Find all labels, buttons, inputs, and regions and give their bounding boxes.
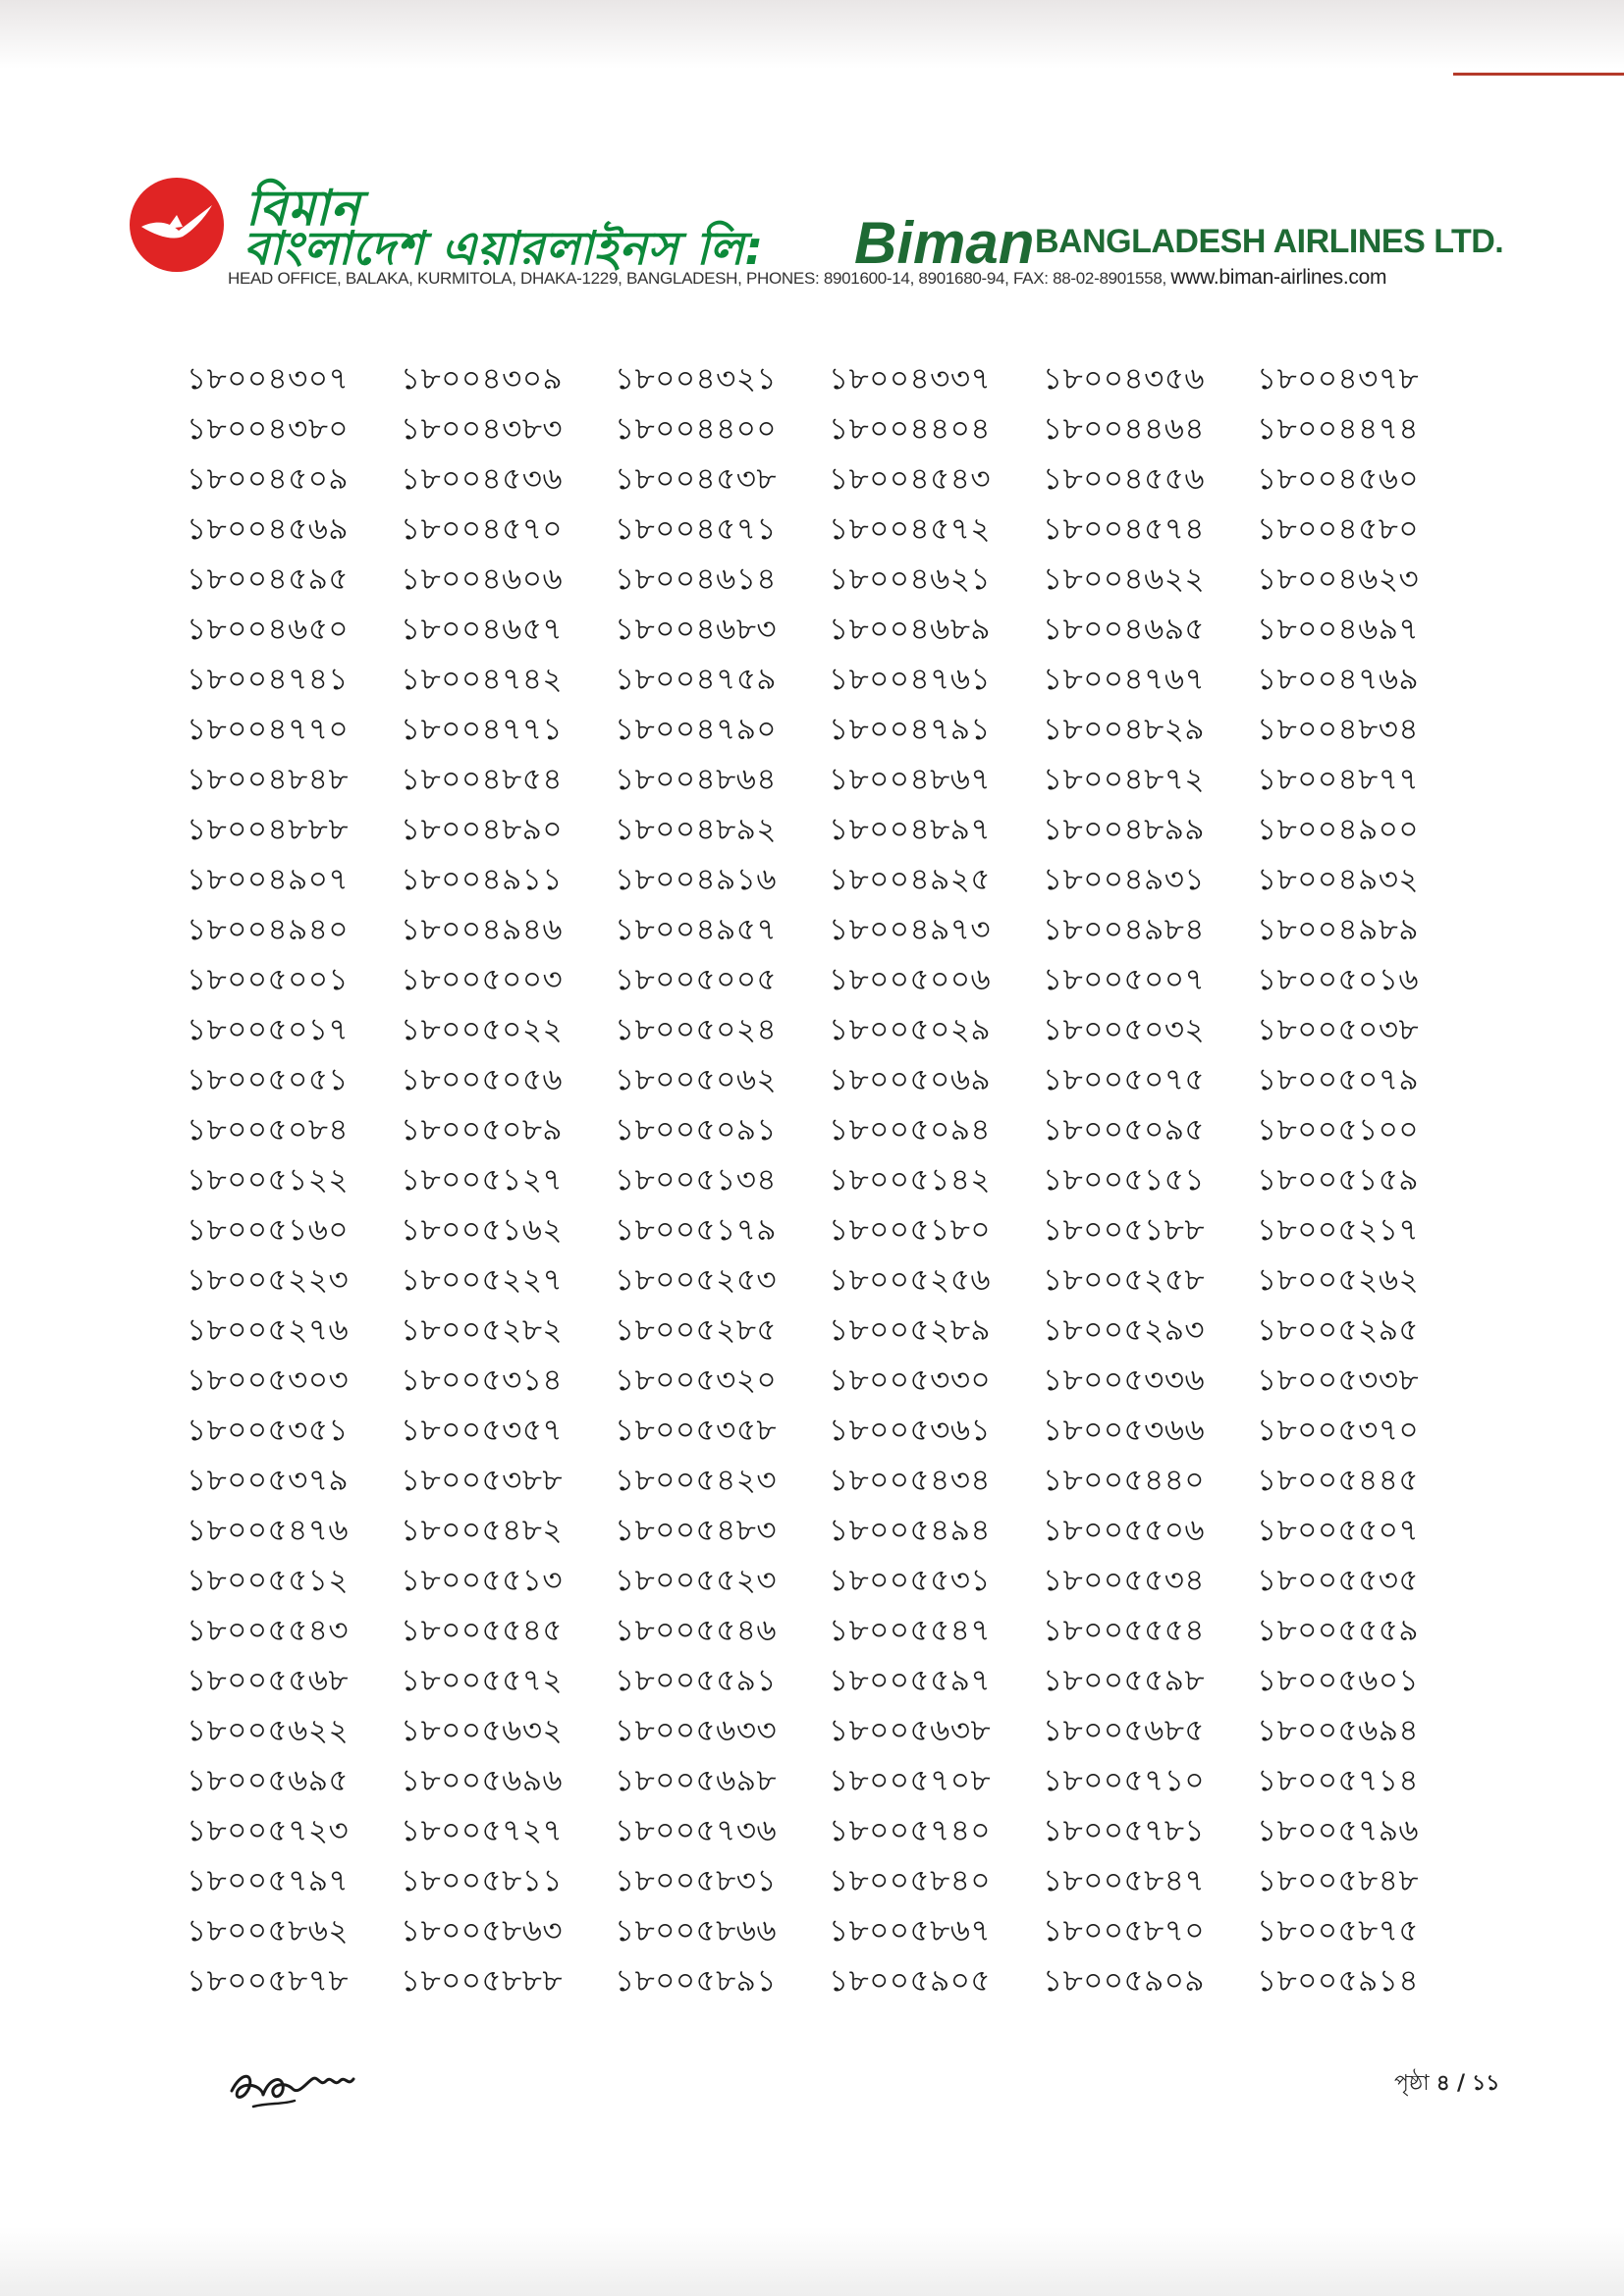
number-cell: ১৮০০৪৮৯৯ (1043, 812, 1206, 847)
number-cell: ১৮০০৫৫৯৭ (829, 1663, 992, 1698)
number-cell: ১৮০০৫২৮৯ (829, 1312, 992, 1348)
number-cell: ১৮০০৫২২৭ (401, 1262, 564, 1298)
number-cell: ১৮০০৫১৫১ (1043, 1162, 1206, 1198)
number-cell: ১৮০০৫৬৩২ (401, 1713, 564, 1748)
number-cell: ১৮০০৫৩৮৮ (401, 1463, 564, 1498)
number-cell: ১৮০০৫১৮০ (829, 1212, 992, 1248)
number-cell: ১৮০০৪৮৩৪ (1257, 712, 1420, 747)
number-cell: ১৮০০৪৯৮৪ (1043, 912, 1206, 947)
number-cell: ১৮০০৪৫৭১ (615, 511, 778, 547)
number-cell: ১৮০০৫০৩৮ (1257, 1012, 1420, 1047)
number-cell: ১৮০০৪৫৪৩ (829, 461, 992, 497)
number-cell: ১৮০০৫০৫১ (187, 1062, 350, 1097)
number-cell: ১৮০০৫২৫৬ (829, 1262, 992, 1298)
number-cell: ১৮০০৫০৯৫ (1043, 1112, 1206, 1148)
number-cell: ১৮০০৫৩৭৯ (187, 1463, 350, 1498)
number-cell: ১৮০০৪৬৮৩ (615, 612, 778, 647)
website-link[interactable]: www.biman-airlines.com (1170, 266, 1387, 289)
number-cell: ১৮০০৪৬২২ (1043, 561, 1206, 597)
number-cell: ১৮০০৫৫২৩ (615, 1563, 778, 1598)
number-cell: ১৮০০৫৩০৩ (187, 1362, 350, 1398)
number-cell: ১৮০০৫৩৬৬ (1043, 1413, 1206, 1448)
number-cell: ১৮০০৪৯১১ (401, 862, 564, 897)
number-cell: ১৮০০৫৭৯৭ (187, 1863, 350, 1898)
scan-red-mark (1453, 73, 1624, 76)
number-cell: ১৮০০৪৭৭১ (401, 712, 564, 747)
number-cell: ১৮০০৫৮৭৫ (1257, 1913, 1420, 1949)
number-cell: ১৮০০৪৭৪১ (187, 662, 350, 697)
number-cell: ১৮০০৫২৭৬ (187, 1312, 350, 1348)
scan-top-edge (0, 0, 1624, 69)
number-cell: ১৮০০৫৪৩৪ (829, 1463, 992, 1498)
number-cell: ১৮০০৪৫৩৬ (401, 461, 564, 497)
number-cell: ১৮০০৪৬৯৭ (1257, 612, 1420, 647)
number-cell: ১৮০০৪৮৫৪ (401, 762, 564, 797)
number-cell: ১৮০০৪৭৯০ (615, 712, 778, 747)
number-cell: ১৮০০৫০৮৪ (187, 1112, 350, 1148)
number-cell: ১৮০০৫৪৮৩ (615, 1513, 778, 1548)
number-cell: ১৮০০৪৬০৬ (401, 561, 564, 597)
number-cell: ১৮০০৫০৩২ (1043, 1012, 1206, 1047)
number-cell: ১৮০০৫০৮৯ (401, 1112, 564, 1148)
number-cell: ১৮০০৫০৯৪ (829, 1112, 992, 1148)
number-cell: ১৮০০৪৯৪৬ (401, 912, 564, 947)
biman-logo-icon (128, 176, 226, 274)
number-cell: ১৮০০৪৩৩৭ (829, 361, 992, 397)
number-cell: ১৮০০৫১২৭ (401, 1162, 564, 1198)
number-cell: ১৮০০৫২৮২ (401, 1312, 564, 1348)
number-cell: ১৮০০৫২৬২ (1257, 1262, 1420, 1298)
number-cell: ১৮০০৫২৮৫ (615, 1312, 778, 1348)
number-cell: ১৮০০৫১০০ (1257, 1112, 1420, 1148)
number-cell: ১৮০০৫১৩৪ (615, 1162, 778, 1198)
page-separator: / (1456, 2071, 1465, 2096)
number-cell: ১৮০০৫৩৭০ (1257, 1413, 1420, 1448)
number-cell: ১৮০০৪৮৭২ (1043, 762, 1206, 797)
number-cell: ১৮০০৪৬২৩ (1257, 561, 1420, 597)
number-cell: ১৮০০৪৯৫৭ (615, 912, 778, 947)
number-cell: ১৮০০৫৫৪৫ (401, 1613, 564, 1648)
number-cell: ১৮০০৪৪৭৪ (1257, 411, 1420, 447)
number-cell: ১৮০০৪৫৯৫ (187, 561, 350, 597)
number-cell: ১৮০০৫০৫৬ (401, 1062, 564, 1097)
number-cell: ১৮০০৫৩৩৮ (1257, 1362, 1420, 1398)
number-cell: ১৮০০৪৪০০ (615, 411, 778, 447)
number-cell: ১৮০০৪৩০৭ (187, 361, 350, 397)
number-cell: ১৮০০৫০৬২ (615, 1062, 778, 1097)
number-cell: ১৮০০৫৮৬৩ (401, 1913, 564, 1949)
number-cell: ১৮০০৪৯১৬ (615, 862, 778, 897)
number-cell: ১৮০০৪৭৭০ (187, 712, 350, 747)
page-number (1394, 2066, 1500, 2103)
number-cell: ১৮০০৫৩৩৬ (1043, 1362, 1206, 1398)
number-cell: ১৮০০৫৫৩১ (829, 1563, 992, 1598)
number-cell: ১৮০০৪৮৬৪ (615, 762, 778, 797)
number-cell: ১৮০০৫৫৬৮ (187, 1663, 350, 1698)
number-cell: ১৮০০৪৭৬১ (829, 662, 992, 697)
bangla-title-line2: বাংলাদেশ এয়ারলাইনস লি: (244, 222, 765, 276)
number-cell: ১৮০০৫৮৪৭ (1043, 1863, 1206, 1898)
number-cell: ১৮০০৪৩৮০ (187, 411, 350, 447)
number-cell: ১৮০০৪৫৬৯ (187, 511, 350, 547)
number-cell: ১৮০০৫২৫৮ (1043, 1262, 1206, 1298)
number-cell: ১৮০০৫৬৯৪ (1257, 1713, 1420, 1748)
number-cell: ১৮০০৫৯০৯ (1043, 1963, 1206, 1999)
number-cell: ১৮০০৫৫৫৪ (1043, 1613, 1206, 1648)
number-cell: ১৮০০৫৫০৭ (1257, 1513, 1420, 1548)
number-cell: ১৮০০৫৬০১ (1257, 1663, 1420, 1698)
number-cell: ১৮০০৫০৭৯ (1257, 1062, 1420, 1097)
number-cell: ১৮০০৫১৪২ (829, 1162, 992, 1198)
number-cell: ১৮০০৪৬৫০ (187, 612, 350, 647)
number-cell: ১৮০০৪৪০৪ (829, 411, 992, 447)
number-cell: ১৮০০৪৮৯৭ (829, 812, 992, 847)
number-cell: ১৮০০৫৪৯৪ (829, 1513, 992, 1548)
number-cell: ১৮০০৪৭৪২ (401, 662, 564, 697)
number-cell: ১৮০০৪৭৬৯ (1257, 662, 1420, 697)
number-cell: ১৮০০৫৭৮১ (1043, 1813, 1206, 1848)
number-cell: ১৮০০৪৬৮৯ (829, 612, 992, 647)
number-cell: ১৮০০৫৭৯৬ (1257, 1813, 1420, 1848)
roll-number-grid (187, 355, 1502, 2007)
number-cell: ১৮০০৫৫৪৩ (187, 1613, 350, 1648)
number-cell: ১৮০০৪৫৭৪ (1043, 511, 1206, 547)
number-cell: ১৮০০৪৯৪০ (187, 912, 350, 947)
number-cell: ১৮০০৪৩২১ (615, 361, 778, 397)
number-cell: ১৮০০৫৪৮২ (401, 1513, 564, 1548)
number-cell: ১৮০০৫৮৭৮ (187, 1963, 350, 1999)
number-cell: ১৮০০৫৬৯৬ (401, 1763, 564, 1798)
number-cell: ১৮০০৫১২২ (187, 1162, 350, 1198)
number-cell: ১৮০০৫৫৫৯ (1257, 1613, 1420, 1648)
letterhead (128, 172, 1502, 299)
number-cell: ১৮০০৫৫৪৭ (829, 1613, 992, 1648)
number-cell: ১৮০০৫১৮৮ (1043, 1212, 1206, 1248)
number-cell: ১৮০০৪৩৮৩ (401, 411, 564, 447)
number-cell: ১৮০০৫০০৭ (1043, 962, 1206, 997)
number-cell: ১৮০০৫৮৮৮ (401, 1963, 564, 1999)
address-text: HEAD OFFICE, BALAKA, KURMITOLA, DHAKA-1229, BANGLADESH, PHONES: 8901600-14, 8901680-94, FAX: 88-02-8901558, (228, 269, 1166, 288)
number-cell: ১৮০০৪৫৩৮ (615, 461, 778, 497)
number-cell: ১৮০০৫২৯৩ (1043, 1312, 1206, 1348)
number-cell: ১৮০০৪৫৭০ (401, 511, 564, 547)
number-cell: ১৮০০৫২৫৩ (615, 1262, 778, 1298)
number-cell: ১৮০০৪৫৮০ (1257, 511, 1420, 547)
number-cell: ১৮০০৪৯৩২ (1257, 862, 1420, 897)
number-cell: ১৮০০৫৭১০ (1043, 1763, 1206, 1798)
number-cell: ১৮০০৫৫৩৪ (1043, 1563, 1206, 1598)
number-cell: ১৮০০৫০১৭ (187, 1012, 350, 1047)
number-cell: ১৮০০৪৩৫৬ (1043, 361, 1206, 397)
number-cell: ১৮০০৪৬৯৫ (1043, 612, 1206, 647)
number-cell: ১৮০০৪৯৭৩ (829, 912, 992, 947)
number-cell: ১৮০০৫৫৭২ (401, 1663, 564, 1698)
number-cell: ১৮০০৫৫১২ (187, 1563, 350, 1598)
brand-name: Biman (854, 210, 1035, 276)
number-cell: ১৮০০৪৬২১ (829, 561, 992, 597)
number-cell: ১৮০০৪৮৯২ (615, 812, 778, 847)
number-cell: ১৮০০৫৮৩১ (615, 1863, 778, 1898)
number-cell: ১৮০০৫০০৬ (829, 962, 992, 997)
number-cell: ১৮০০৫৭২৭ (401, 1813, 564, 1848)
number-cell: ১৮০০৫৮৬২ (187, 1913, 350, 1949)
number-cell: ১৮০০৫৩৫১ (187, 1413, 350, 1448)
number-cell: ১৮০০৪৫০৯ (187, 461, 350, 497)
number-cell: ১৮০০৪৮২৯ (1043, 712, 1206, 747)
number-cell: ১৮০০৫৫০৬ (1043, 1513, 1206, 1548)
number-cell: ১৮০০৫৩৫৮ (615, 1413, 778, 1448)
number-cell: ১৮০০৫৩১৪ (401, 1362, 564, 1398)
number-cell: ১৮০০৪৯৩১ (1043, 862, 1206, 897)
number-cell: ১৮০০৪৯০৭ (187, 862, 350, 897)
page-label: পৃষ্ঠা (1394, 2071, 1430, 2096)
number-cell: ১৮০০৫৬৩৮ (829, 1713, 992, 1748)
number-cell: ১৮০০৪৮৭৭ (1257, 762, 1420, 797)
number-cell: ১৮০০৪৫৬০ (1257, 461, 1420, 497)
number-cell: ১৮০০৫৭৪০ (829, 1813, 992, 1848)
number-cell: ১৮০০৫৮১১ (401, 1863, 564, 1898)
number-cell: ১৮০০৫০২৪ (615, 1012, 778, 1047)
number-cell: ১৮০০৫৩৫৭ (401, 1413, 564, 1448)
number-cell: ১৮০০৫০২২ (401, 1012, 564, 1047)
number-cell: ১৮০০৪৮৯০ (401, 812, 564, 847)
number-cell: ১৮০০৫৫১৩ (401, 1563, 564, 1598)
number-cell: ১৮০০৫১৫৯ (1257, 1162, 1420, 1198)
number-cell: ১৮০০৪৭৫৯ (615, 662, 778, 697)
number-cell: ১৮০০৪৩৭৮ (1257, 361, 1420, 397)
number-cell: ১৮০০৫০২৯ (829, 1012, 992, 1047)
number-cell: ১৮০০৫০৭৫ (1043, 1062, 1206, 1097)
number-cell: ১৮০০৫৫৯১ (615, 1663, 778, 1698)
number-cell: ১৮০০৫৩২০ (615, 1362, 778, 1398)
number-cell: ১৮০০৫৬৩৩ (615, 1713, 778, 1748)
number-cell: ১৮০০৫০০১ (187, 962, 350, 997)
number-cell: ১৮০০৫৩৬১ (829, 1413, 992, 1448)
number-cell: ১৮০০৫২১৭ (1257, 1212, 1420, 1248)
number-cell: ১৮০০৫২৯৫ (1257, 1312, 1420, 1348)
number-cell: ১৮০০৫৮৯১ (615, 1963, 778, 1999)
number-cell: ১৮০০৫০৯১ (615, 1112, 778, 1148)
number-cell: ১৮০০৫৮৭০ (1043, 1913, 1206, 1949)
number-cell: ১৮০০৫৭০৮ (829, 1763, 992, 1798)
number-cell: ১৮০০৪৪৬৪ (1043, 411, 1206, 447)
number-cell: ১৮০০৫৮৬৬ (615, 1913, 778, 1949)
number-cell: ১৮০০৪৭৯১ (829, 712, 992, 747)
number-cell: ১৮০০৫০০৩ (401, 962, 564, 997)
number-cell: ১৮০০৫৪৭৬ (187, 1513, 350, 1548)
page-total: ১১ (1471, 2071, 1500, 2096)
signature-image (224, 2052, 391, 2120)
number-cell: ১৮০০৫৬৯৫ (187, 1763, 350, 1798)
number-cell: ১৮০০৪৮৬৭ (829, 762, 992, 797)
number-cell: ১৮০০৫৭২৩ (187, 1813, 350, 1848)
number-cell: ১৮০০৪৮৮৮ (187, 812, 350, 847)
number-cell: ১৮০০৫৮৪০ (829, 1863, 992, 1898)
number-cell: ১৮০০৫৪৪৫ (1257, 1463, 1420, 1498)
number-cell: ১৮০০৪৬৫৭ (401, 612, 564, 647)
number-cell: ১৮০০৫৯০৫ (829, 1963, 992, 1999)
number-cell: ১৮০০৪৯২৫ (829, 862, 992, 897)
scan-bottom-edge (0, 2227, 1624, 2296)
number-cell: ১৮০০৫৩৩০ (829, 1362, 992, 1398)
number-cell: ১৮০০৪৫৫৬ (1043, 461, 1206, 497)
number-cell: ১৮০০৫১৬০ (187, 1212, 350, 1248)
number-cell: ১৮০০৪৭৬৭ (1043, 662, 1206, 697)
number-cell: ১৮০০৫৮৪৮ (1257, 1863, 1420, 1898)
number-cell: ১৮০০৫৪৪০ (1043, 1463, 1206, 1498)
page-current: ৪ (1435, 2071, 1450, 2096)
number-cell: ১৮০০৪৩০৯ (401, 361, 564, 397)
bangla-title-line1: বিমান (245, 180, 361, 237)
number-cell: ১৮০০৫৯১৪ (1257, 1963, 1420, 1999)
number-cell: ১৮০০৪৬১৪ (615, 561, 778, 597)
number-cell: ১৮০০৫৬২২ (187, 1713, 350, 1748)
number-cell: ১৮০০৪৫৭২ (829, 511, 992, 547)
number-cell: ১৮০০৫৫৩৫ (1257, 1563, 1420, 1598)
number-cell: ১৮০০৪৯০০ (1257, 812, 1420, 847)
number-cell: ১৮০০৫১৭৯ (615, 1212, 778, 1248)
number-cell: ১৮০০৫৬৯৮ (615, 1763, 778, 1798)
number-cell: ১৮০০৫৭১৪ (1257, 1763, 1420, 1798)
company-name: BANGLADESH AIRLINES LTD. (1035, 223, 1504, 260)
number-cell: ১৮০০৫৫৯৮ (1043, 1663, 1206, 1698)
number-cell: ১৮০০৫২২৩ (187, 1262, 350, 1298)
number-cell: ১৮০০৫০০৫ (615, 962, 778, 997)
number-cell: ১৮০০৫৮৬৭ (829, 1913, 992, 1949)
number-cell: ১৮০০৫৬৮৫ (1043, 1713, 1206, 1748)
number-cell: ১৮০০৫১৬২ (401, 1212, 564, 1248)
number-cell: ১৮০০৫৫৪৬ (615, 1613, 778, 1648)
number-cell: ১৮০০৫০৬৯ (829, 1062, 992, 1097)
number-cell: ১৮০০৪৯৮৯ (1257, 912, 1420, 947)
number-cell: ১৮০০৫৭৩৬ (615, 1813, 778, 1848)
number-cell: ১৮০০৪৮৪৮ (187, 762, 350, 797)
number-cell: ১৮০০৫৪২৩ (615, 1463, 778, 1498)
number-cell: ১৮০০৫০১৬ (1257, 962, 1420, 997)
head-office-address (228, 266, 1386, 290)
